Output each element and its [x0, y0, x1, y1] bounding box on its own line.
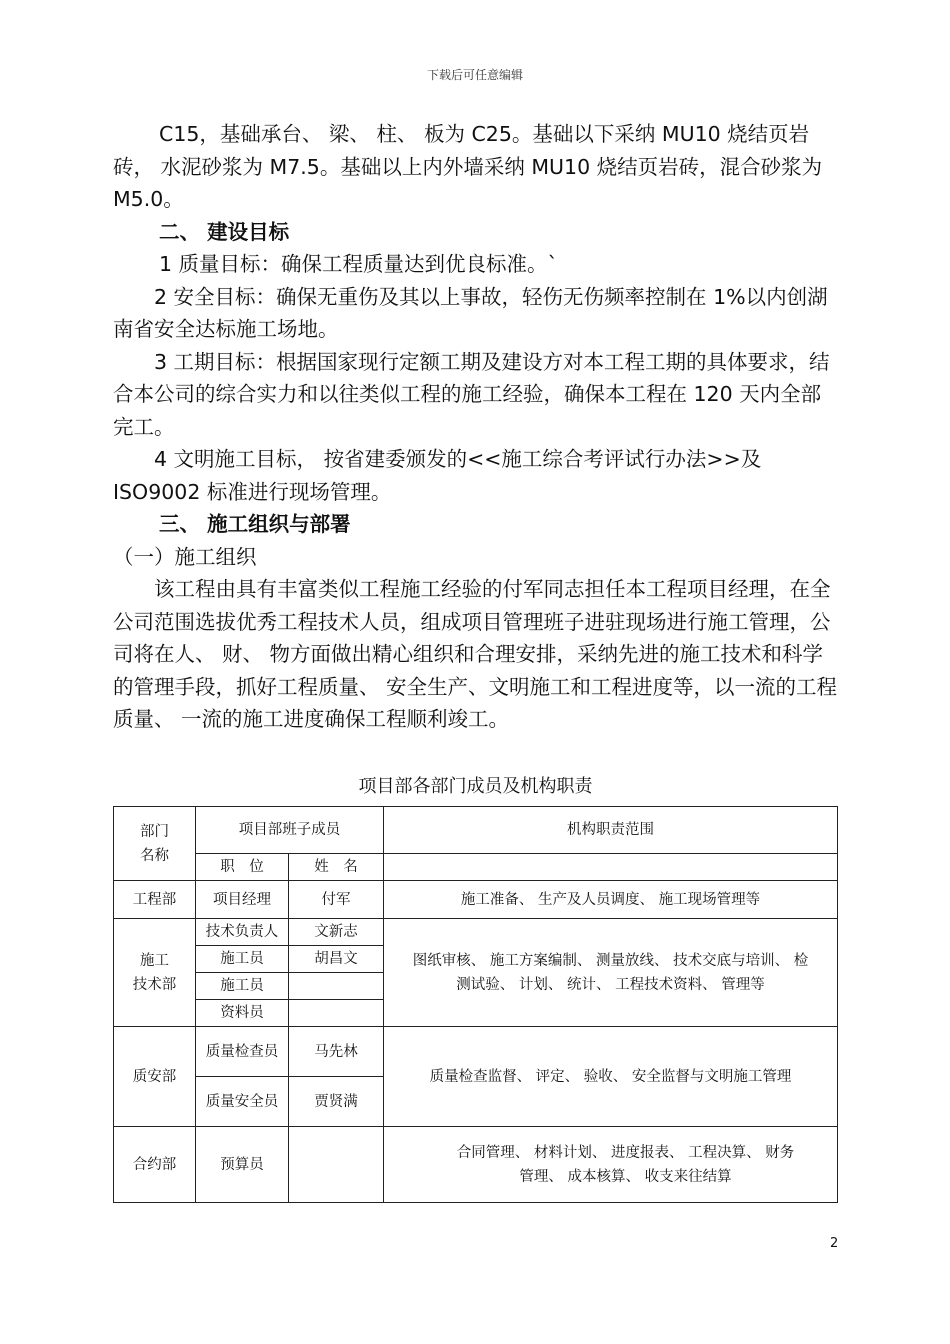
- scope-line: 合同管理、 材料计划、 进度报表、 工程决算、 财务: [456, 1144, 795, 1161]
- name-cell: 贾贤满: [289, 1077, 384, 1127]
- paragraph-civil-construction-goal: 4 文明施工目标， 按省建委颁发的<<施工综合考评试行办法>>及 ISO9002 标准进行现场管理。: [113, 447, 762, 504]
- header-position: 职 位: [196, 854, 289, 881]
- scope-cell-quality-safety: 质量检查监督、 评定、 验收、 安全监督与文明施工管理: [384, 1027, 838, 1127]
- name-cell: 付军: [289, 881, 384, 919]
- header-duty-scope: 机构职责范围: [384, 807, 838, 854]
- paragraph-schedule-goal: 3 工期目标：根据国家现行定额工期及建设方对本工程工期的具体要求，结合本公司的综合实力和以往类似工程的施工经验，确保本工程在 120 天内全部完工。: [113, 349, 830, 439]
- page-number: 2: [830, 1236, 839, 1251]
- scope-cell: 施工准备、 生产及人员调度、 施工现场管理等: [384, 881, 838, 919]
- scope-line: 管理、 成本核算、 收支来往结算: [519, 1168, 732, 1185]
- name-cell: 马先林: [289, 1027, 384, 1077]
- table-header-row: [114, 807, 838, 854]
- name-cell: [289, 1127, 384, 1203]
- position-cell: 质量安全员: [196, 1077, 289, 1127]
- paragraph-safety-goal: 2 安全目标：确保无重伤及其以上事故，轻伤无伤频率控制在 1%以内创湖南省安全达标施工场地。: [113, 284, 828, 341]
- header-blank: [384, 854, 838, 881]
- position-cell: 施工员: [196, 973, 289, 1000]
- paragraph-organization: 该工程由具有丰富类似工程施工经验的付军同志担任本工程项目经理，在全公司范围选拔优秀工程技术人员，组成项目管理班子进驻现场进行施工管理，公司将在人、 财、 物方面做出精心组织和合理安排，采纳先进的施工技术和科学的管理手段，抓好工程质量、 安全生产、文明施工和工程进度等，以一流的工程质量、 一流的施工进度确保工程顺利竣工。: [113, 577, 838, 731]
- header-team-members: 项目部班子成员: [196, 807, 384, 854]
- table-row-qa-1: [114, 1027, 838, 1077]
- position-cell: 项目经理: [196, 881, 289, 919]
- name-cell: 胡昌文: [289, 946, 384, 973]
- scope-line: 图纸审核、 施工方案编制、 测量放线、 技术交底与培训、 检: [412, 952, 809, 969]
- scope-line: 测试验、 计划、 统计、 工程技术资料、 管理等: [456, 976, 765, 993]
- body-text: [113, 118, 838, 736]
- page-header: 下载后可任意编辑: [426, 68, 523, 82]
- position-cell: 技术负责人: [196, 919, 289, 946]
- table-row-contract: [114, 1127, 838, 1203]
- name-cell: [289, 1000, 384, 1027]
- scope-cell-technical: [384, 919, 838, 1027]
- dept-engineering: 工程部: [114, 881, 196, 919]
- scope-cell-contract: [384, 1127, 838, 1203]
- heading-organization-deployment: 三、 施工组织与部署: [159, 512, 351, 536]
- header-dept-name: 部门 名称: [114, 807, 196, 881]
- table-row-engineering: [114, 881, 838, 919]
- header-name: 姓 名: [289, 854, 384, 881]
- position-cell: 施工员: [196, 946, 289, 973]
- table-title: 项目部各部门成员及机构职责: [358, 776, 593, 797]
- name-cell: 文新志: [289, 919, 384, 946]
- dept-quality-safety: 质安部: [114, 1027, 196, 1127]
- subheading-construction-organization: （一）施工组织: [113, 544, 257, 569]
- position-cell: 预算员: [196, 1127, 289, 1203]
- heading-construction-goals: 二、 建设目标: [159, 219, 290, 244]
- position-cell: 资料员: [196, 1000, 289, 1027]
- paragraph-quality-goal: 1 质量目标：确保工程质量达到优良标准。`: [159, 252, 558, 276]
- table-row-tech-1: [114, 919, 838, 946]
- name-cell: [289, 973, 384, 1000]
- table-subheader-row: [114, 854, 838, 881]
- org-table: [113, 806, 838, 1203]
- dept-technical: 施工 技术部: [114, 919, 196, 1027]
- paragraph-materials: C15，基础承台、 梁、 柱、 板为 C25。基础以下采纳 MU10 烧结页岩砖， 水泥砂浆为 M7.5。基础以上内外墙采纳 MU10 烧结页岩砖，混合砂浆为 M5.0。: [113, 122, 823, 211]
- position-cell: 质量检查员: [196, 1027, 289, 1077]
- dept-contract: 合约部: [114, 1127, 196, 1203]
